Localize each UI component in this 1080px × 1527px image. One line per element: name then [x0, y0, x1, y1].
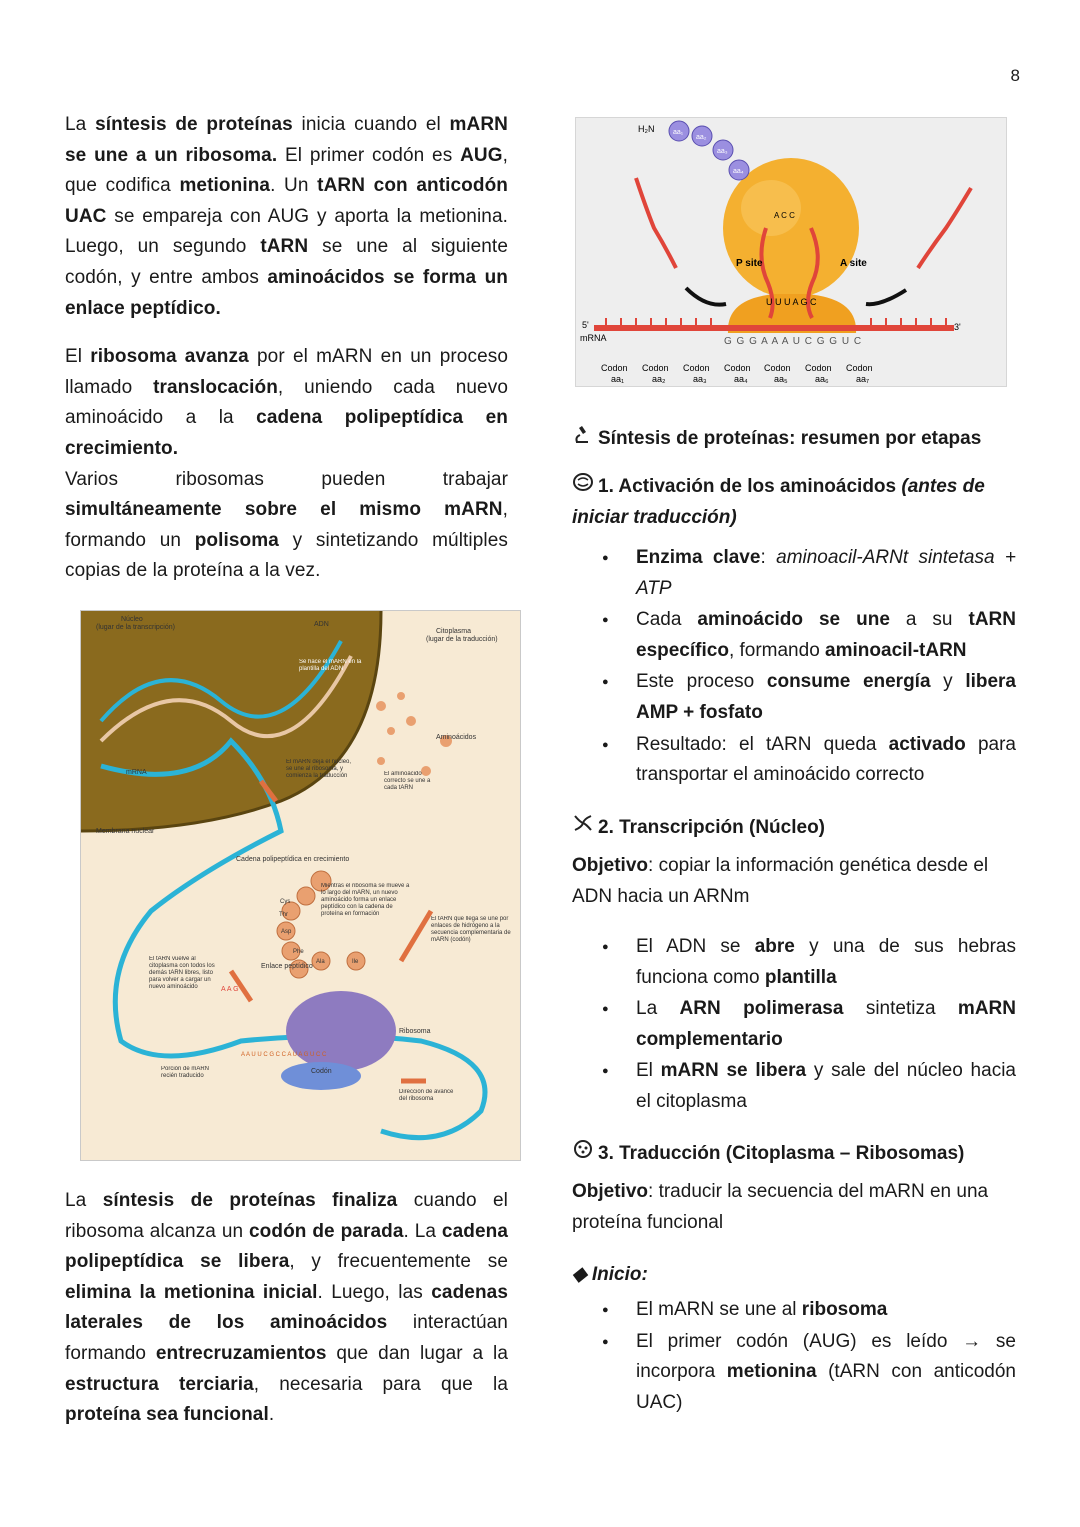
codon-label-6: Codon	[805, 363, 832, 373]
list-item: ● El primer codón (AUG) es leído → se incorpora metionina (tARN con anticodón UAC)	[572, 1327, 1016, 1419]
codon-label-5: Codon	[764, 363, 791, 373]
ribosome	[286, 991, 396, 1071]
section2-list	[572, 932, 1016, 1119]
microscope-icon	[572, 424, 594, 454]
label-aa-note: El aminoácido correcto se une a cada tARN	[384, 771, 431, 791]
label-step1: Se hace el mARN en la plantilla del ADN	[299, 659, 362, 672]
list-item: ● Este proceso consume energía y libera AMP + fosfato	[572, 667, 1016, 728]
label-codon: Codón	[311, 1068, 332, 1075]
codon-label-4: Codon	[724, 363, 751, 373]
label-enlace: Enlace peptídico	[261, 963, 313, 970]
list-item: ● El mARN se libera y sale del núcleo hacia el citoplasma	[572, 1056, 1016, 1117]
section1-title-italic: (antes de iniciar traducción)	[572, 476, 985, 528]
label-nucleo-sub: (lugar de la transcripción)	[96, 624, 175, 631]
label-mrna: mRNA	[126, 769, 147, 776]
label-step2: El mARN deja el núcleo, se une al ribosoma, y comienza la traducción	[286, 759, 352, 779]
list-item: ● El mARN se une al ribosoma	[572, 1295, 1016, 1326]
left-column-bottom	[65, 1186, 508, 1431]
codon-aa-3: aa₃	[693, 374, 707, 384]
section1-title	[572, 472, 1016, 533]
aa-bead-2: aa₂	[696, 134, 707, 141]
mrna-sequence: G G G A A A U C G G U C	[724, 336, 863, 347]
ribosome-diagram	[575, 117, 1007, 387]
section3-title-text: 3. Traducción (Citoplasma – Ribosomas)	[598, 1143, 965, 1164]
list-item: ● Resultado: el tARN queda activado para transportar el aminoácido correcto	[572, 730, 1016, 791]
inicio-heading: ◆ Inicio:	[572, 1264, 648, 1285]
codon-aa-6: aa₆	[815, 374, 829, 384]
codon-aa-5: aa₅	[774, 374, 788, 384]
list-item: ● El ADN se abre y una de sus hebras funciona como plantilla	[572, 932, 1016, 993]
left-column	[65, 110, 508, 587]
codon-label-7: Codon	[846, 363, 873, 373]
h2n-label: H₂N	[638, 124, 655, 134]
label-ribosoma: Ribosoma	[399, 1028, 431, 1035]
section3-list	[572, 1295, 1016, 1419]
paragraph-polysome: Varios ribosomas pueden trabajar simultáneamente sobre el mismo mARN, formando un polisoma y sintetizando múltiples copias de la proteína a la vez.	[65, 468, 508, 582]
brain-icon	[572, 472, 594, 503]
codon-label-3: Codon	[683, 363, 710, 373]
paragraph-translocation: El ribosoma avanza por el mARN en un proceso llamado translocación, uniendo cada nuevo aminoácido a la cadena polipeptídica en crecimiento.	[65, 346, 509, 459]
bead-cys: Cys	[280, 899, 291, 905]
label-seq: A A U U C G C C A U A G U C C	[241, 1052, 327, 1058]
codon-aa-4: aa₄	[734, 374, 748, 384]
mrna-strand	[594, 325, 954, 331]
bead-thr: Thr	[279, 912, 288, 918]
label-citoplasma-sub: (lugar de la traducción)	[426, 636, 498, 643]
five-prime-label: 5'	[582, 320, 589, 330]
label-aag: A A G	[221, 986, 239, 993]
a-site-label: A site	[840, 258, 867, 269]
mrna-label: mRNA	[580, 333, 607, 343]
bead-ala: Ala	[316, 959, 325, 965]
label-citoplasma: Citoplasma	[436, 628, 472, 635]
summary-title	[572, 424, 1016, 454]
codon-label-2: Codon	[642, 363, 669, 373]
list-item: ● La ARN polimerasa sintetiza mARN complementario	[572, 994, 1016, 1055]
bead-ile: Ile	[352, 959, 359, 965]
ribosome-diagram-svg	[576, 118, 1007, 387]
label-direccion: Dirección de avance del ribosoma	[399, 1089, 454, 1102]
list-item: ● Cada aminoácido se une a su tARN específico, formando aminoacil-tARN	[572, 605, 1016, 666]
label-cadena: Cadena polipeptídica en crecimiento	[236, 856, 350, 863]
codon-aa-7: aa₇	[856, 374, 870, 384]
section3-objective: Objetivo: traducir la secuencia del mARN en una proteína funcional	[572, 1181, 989, 1233]
summary-title-text: Síntesis de proteínas: resumen por etapas	[598, 428, 982, 449]
anticodons: U U U A G C	[766, 297, 817, 307]
paragraph-start-synthesis: La síntesis de proteínas inicia cuando el mARN se une a un ribosoma. El primer codón es AUG, que codifica metionina. Un tARN con anticodón UAC se empareja con AUG y aporta la metionina. Luego, un segundo tARN se une al siguiente codón, y entre ambos aminoácidos se forma un enlace peptídico.	[65, 114, 509, 319]
page-number: 8	[1010, 66, 1020, 85]
label-step4: Mientras el ribosoma se mueve a lo largo del mARN, un nuevo aminoácido forma un enlace peptídico con la cadena de proteína en formación	[321, 883, 410, 917]
section2-objective: Objetivo: copiar la información genética desde el ADN hacia un ARNm	[572, 855, 989, 907]
ribosome-small	[281, 1062, 361, 1090]
section2-title	[572, 813, 1016, 843]
codon-label-1: Codon	[601, 363, 628, 373]
list-item: ● Enzima clave: aminoacil-ARNt sintetasa + ATP	[572, 543, 1016, 604]
bead-phe: Phe	[293, 949, 304, 955]
bead-asp: Asp	[281, 929, 292, 935]
label-nucleo: Núcleo	[121, 616, 143, 623]
paragraph-termination: La síntesis de proteínas finaliza cuando el ribosoma alcanza un codón de parada. La cadena polipeptídica se libera, y frecuentemente se elimina la metionina inicial. Luego, las cadenas laterales de los aminoácidos interactúan formando entrecruzamientos que dan lugar a la estructura terciaria, necesaria para que la proteína sea funcional.	[65, 1190, 508, 1426]
codon-aa-2: aa₂	[652, 374, 666, 384]
label-step3: El tARN que llega se une por enlaces de hidrógeno a la secuencia complementaria de mARN (codón)	[431, 916, 511, 943]
label-adn: ADN	[314, 621, 329, 628]
codon-aa-1: aa₁	[611, 374, 625, 384]
p-site-label: P site	[736, 258, 763, 269]
ribosome-icon	[572, 1139, 594, 1169]
three-prime-label: 3'	[954, 322, 961, 332]
aa-bead-4: aa₄	[733, 168, 744, 175]
label-aminoacidos: Aminoácidos	[436, 734, 477, 741]
label-membrana: Membrana nuclear	[96, 828, 155, 835]
label-porcion: Porción de mARN recién traducido	[161, 1066, 210, 1079]
acc-label: A C C	[774, 211, 795, 220]
section2-title-text: 2. Transcripción (Núcleo)	[598, 817, 825, 838]
label-step5: El tARN vuelve al citoplasma con todos los demás tARN libres, listo para volver a cargar un nuevo aminoácido	[149, 956, 215, 990]
aa-bead-3: aa₃	[717, 148, 728, 155]
section1-list	[572, 543, 1016, 792]
aa-bead-1: aa₁	[673, 129, 684, 136]
section1-title-text: 1. Activación de los aminoácidos	[598, 476, 897, 497]
translation-diagram-svg	[81, 611, 521, 1161]
dna-icon	[572, 813, 594, 843]
translation-diagram	[80, 610, 521, 1161]
section3-title	[572, 1139, 1016, 1169]
